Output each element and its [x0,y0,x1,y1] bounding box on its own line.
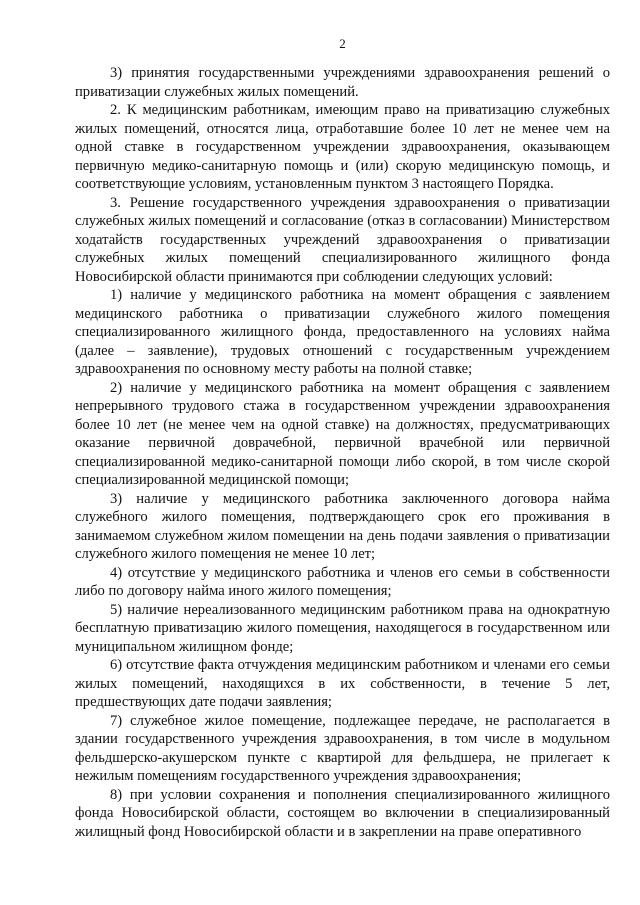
condition-4: 4) отсутствие у медицинского работника и членов его семьи в собственности либо по договору найма иного жилого помещения; [75,564,610,599]
condition-7: 7) служебное жилое помещение, подлежащее передаче, не располагается в здании государственного учреждения здравоохранения, в том числе в модульном фельдшерско-акушерском пункте с квартирой для фельдшера, не прилегает к нежилым помещениям государственного учреждения здравоохранения; [75,712,610,784]
paragraph-clause-3: 3. Решение государственного учреждения здравоохранения о приватизации служебных жилых помещений и согласование (отказ в согласовании) Министерством ходатайств государственных учреждений здравоохранения о приватизации служебных жилых помещений специализированного жилищного фонда Новосибирской области принимаются при соблюдении следующих условий: [75,194,610,285]
page-number: 2 [339,36,346,51]
condition-8: 8) при условии сохранения и пополнения специализированного жилищного фонда Новосибирской области, состоящем во включении в специализированный жилищный фонд Новосибирской области и в закреплении на праве оперативного [75,786,610,840]
paragraph-item-3: 3) принятия государственными учреждениями здравоохранения решений о приватизации служебных жилых помещений. [75,65,610,100]
condition-2: 2) наличие у медицинского работника на момент обращения с заявлением непрерывного трудового стажа в государственном учреждении здравоохранения более 10 лет (не менее чем на одной ставке) на должностях, предусматривающих оказание первичной доврачебной, первичной врачебной или первичной специализированной медико-санитарной помощи либо скорой, в том числе скорой специализированной медицинской помощи; [75,379,610,488]
condition-5: 5) наличие нереализованного медицинским работником права на однократную бесплатную приватизацию жилого помещения, находящегося в государственном или муниципальном жилищном фонде; [75,601,610,655]
condition-1: 1) наличие у медицинского работника на момент обращения с заявлением медицинского работника о приватизации служебного жилого помещения специализированного жилищного фонда, предоставленного на условиях найма (далее – заявление), трудовых отношений с государственным учреждением здравоохранения по основному месту работы на полной ставке; [75,287,610,377]
condition-3: 3) наличие у медицинского работника заключенного договора найма служебного жилого помещения, подтверждающего срок его проживания в занимаемом служебном жилом помещении на день подачи заявления о приватизации служебного жилого помещения не менее 10 лет; [75,490,610,562]
paragraph-clause-2: 2. К медицинским работникам, имеющим право на приватизацию служебных жилых помещений, относятся лица, отработавшие более 10 лет не менее чем на одной ставке в государственном учреждении здравоохранения, оказывающем первичную медико-санитарную помощь и (или) скорую медицинскую помощь, и соответствующие условиям, установленным пунктом 3 настоящего Порядка. [75,102,610,192]
condition-6: 6) отсутствие факта отчуждения медицинским работником и членами его семьи жилых помещений, находящихся в их собственности, в течение 5 лет, предшествующих дате подачи заявления; [75,657,610,710]
